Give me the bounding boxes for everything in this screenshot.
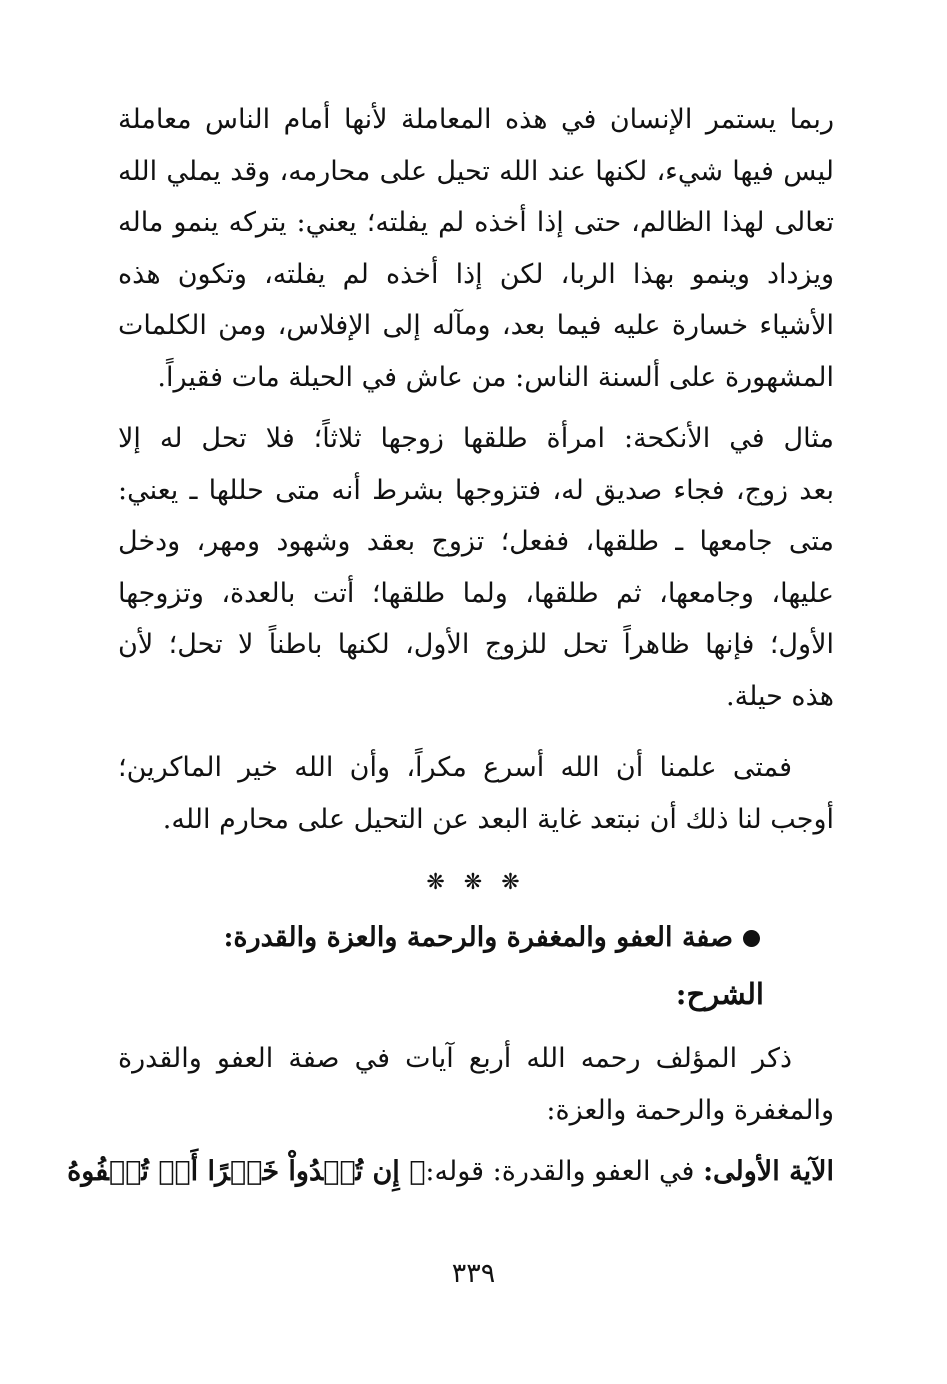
text-line: الأول؛ فإنها ظاهراً تحل للزوج الأول، لكنها باطناً لا تحل؛ لأن [118,629,834,660]
paragraph-1 [118,94,834,403]
text-line: مثال في الأنكحة: امرأة طلقها زوجها ثلاثاً؛ فلا تحل له إلا [118,423,834,454]
text-line: ربما يستمر الإنسان في هذه المعاملة لأنها أمام الناس معاملة [118,104,834,135]
text-line: عليها، وجامعها، ثم طلقها، ولما طلقها؛ أتت بالعدة، وتزوجها [118,577,834,609]
verse-intro-line [67,1146,834,1197]
text-line: بعد زوج، فجاء صديق له، فتزوجها بشرط أنه متى حللها ـ يعني: [118,474,834,506]
page-body [67,94,834,1197]
text-line: متى جامعها ـ طلقها، ففعل؛ تزوج بعقد وشهود ومهر، ودخل [118,526,834,557]
text-line: أوجب لنا ذلك أن نبتعد غاية البعد عن التحيل على محارم الله. [162,803,834,835]
text-line: ويزداد وينمو بهذا الربا، لكن إذا أخذه لم يفلته، وتكون هذه [118,258,834,290]
section-heading-text: صفة العفو والمغفرة والرحمة والعزة والقدرة: [223,922,733,953]
sharh-label: الشرح: [675,977,764,1011]
section-separator: ❋ ❋ ❋ [426,870,526,895]
bullet-icon [743,930,760,947]
verse-intro-text: في العفو والقدرة: قوله: [425,1156,695,1187]
text-line: والمغفرة والرحمة والعزة: [546,1094,834,1126]
section-heading [118,913,834,963]
text-line: هذه حيلة. [726,680,834,712]
text-line: ذكر المؤلف رحمه الله أربع آيات في صفة العفو والقدرة [118,1043,792,1074]
paragraph-4 [118,1033,834,1136]
paragraph-2 [118,413,834,722]
text-line: المشهورة على ألسنة الناس: من عاش في الحيلة مات فقيراً. [157,361,834,393]
text-line: تعالى لهذا الظالم، حتى إذا أخذه لم يفلته؛ يعني: يتركه ينمو ماله [118,207,834,238]
quran-verse: ﴿ إِن تُبۡدُواْ خَيۡرًا أَوۡ تُخۡفُوهُ [67,1156,426,1187]
text-line: الأشياء خسارة عليه فيما بعد، ومآله إلى الإفلاس، ومن الكلمات [118,310,834,341]
text-line: فمتى علمنا أن الله أسرع مكراً، وأن الله خير الماكرين؛ [118,752,792,783]
text-line: ليس فيها شيء، لكنها عند الله تحيل على محارمه، وقد يملي الله [118,155,834,187]
verse-lead: الآية الأولى: [703,1156,834,1187]
page-number: ٣٣٩ [451,1258,496,1289]
paragraph-3 [118,742,834,845]
